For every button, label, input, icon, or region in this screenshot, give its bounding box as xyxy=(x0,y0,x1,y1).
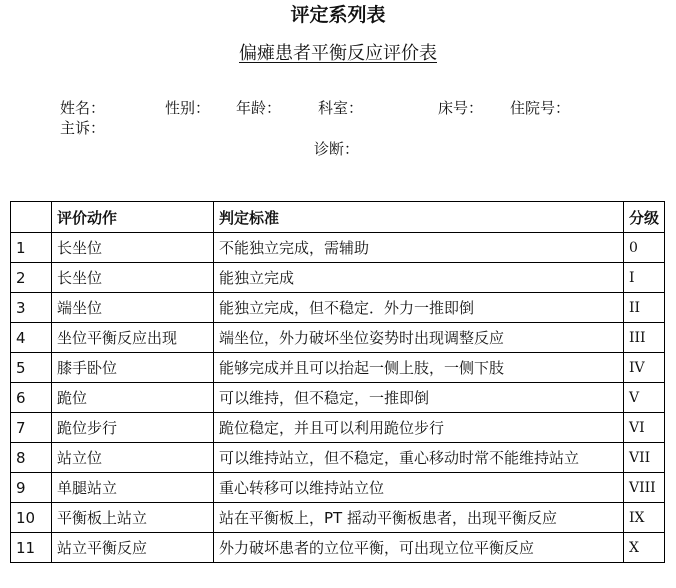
row-grade: V xyxy=(624,383,665,413)
table-row xyxy=(11,293,665,323)
header-number xyxy=(11,202,52,233)
row-number: 2 xyxy=(11,263,52,293)
row-number: 9 xyxy=(11,473,52,503)
row-number: 3 xyxy=(11,293,52,323)
row-action: 单腿站立 xyxy=(52,473,214,503)
document-title: 评定系列表 xyxy=(290,4,386,26)
subtitle-text: 偏瘫患者平衡反应评价表 xyxy=(239,43,437,64)
name-label: 姓名： xyxy=(60,99,106,117)
row-action: 跪位步行 xyxy=(52,413,214,443)
row-criteria: 能独立完成，但不稳定．外力一推即倒 xyxy=(214,293,624,323)
header-action: 评价动作 xyxy=(52,202,214,233)
table-row xyxy=(11,503,665,533)
row-criteria: 不能独立完成，需辅助 xyxy=(214,233,624,263)
row-action: 端坐位 xyxy=(52,293,214,323)
table-row xyxy=(11,413,665,443)
table-row xyxy=(11,353,665,383)
diagnosis-label: 诊断： xyxy=(314,140,360,158)
row-grade: III xyxy=(624,323,665,353)
age-label: 年龄： xyxy=(236,99,282,117)
row-grade: IV xyxy=(624,353,665,383)
row-action: 长坐位 xyxy=(52,263,214,293)
table-row xyxy=(11,383,665,413)
row-action: 站立平衡反应 xyxy=(52,533,214,563)
row-number: 1 xyxy=(11,233,52,263)
table-header-row xyxy=(11,202,665,233)
row-action: 膝手卧位 xyxy=(52,353,214,383)
row-criteria: 可以维持，但不稳定，一推即倒 xyxy=(214,383,624,413)
row-criteria: 端坐位，外力破坏坐位姿势时出现调整反应 xyxy=(214,323,624,353)
row-number: 7 xyxy=(11,413,52,443)
row-grade: VI xyxy=(624,413,665,443)
row-number: 8 xyxy=(11,443,52,473)
row-action: 坐位平衡反应出现 xyxy=(52,323,214,353)
row-criteria: 能够完成并且可以抬起一侧上肢，一侧下肢 xyxy=(214,353,624,383)
department-label: 科室： xyxy=(318,99,364,117)
row-grade: X xyxy=(624,533,665,563)
admission-number-label: 住院号： xyxy=(510,99,571,117)
row-action: 跪位 xyxy=(52,383,214,413)
header-criteria: 判定标准 xyxy=(214,202,624,233)
row-criteria: 可以维持站立，但不稳定，重心移动时常不能维持站立 xyxy=(214,443,624,473)
row-criteria: 重心转移可以维持站立位 xyxy=(214,473,624,503)
row-grade: VIII xyxy=(624,473,665,503)
table-row xyxy=(11,443,665,473)
chief-complaint-label: 主诉： xyxy=(60,119,106,137)
row-grade: 0 xyxy=(624,233,665,263)
bed-label: 床号： xyxy=(438,99,484,117)
row-number: 6 xyxy=(11,383,52,413)
row-action: 平衡板上站立 xyxy=(52,503,214,533)
row-grade: IX xyxy=(624,503,665,533)
row-grade: II xyxy=(624,293,665,323)
row-criteria: 站在平衡板上，PT 摇动平衡板患者，出现平衡反应 xyxy=(214,503,624,533)
row-number: 10 xyxy=(11,503,52,533)
row-number: 5 xyxy=(11,353,52,383)
row-criteria: 能独立完成 xyxy=(214,263,624,293)
evaluation-table xyxy=(10,201,665,563)
table-row xyxy=(11,473,665,503)
row-grade: VII xyxy=(624,443,665,473)
row-criteria: 跪位稳定，并且可以利用跪位步行 xyxy=(214,413,624,443)
row-grade: I xyxy=(624,263,665,293)
table-row xyxy=(11,323,665,353)
row-action: 站立位 xyxy=(52,443,214,473)
gender-label: 性别： xyxy=(165,99,211,117)
table-row xyxy=(11,263,665,293)
table-row xyxy=(11,533,665,563)
row-action: 长坐位 xyxy=(52,233,214,263)
row-number: 4 xyxy=(11,323,52,353)
header-grade: 分级 xyxy=(624,202,665,233)
row-number: 11 xyxy=(11,533,52,563)
row-criteria: 外力破坏患者的立位平衡，可出现立位平衡反应 xyxy=(214,533,624,563)
document-subtitle xyxy=(0,42,676,66)
table-row xyxy=(11,233,665,263)
